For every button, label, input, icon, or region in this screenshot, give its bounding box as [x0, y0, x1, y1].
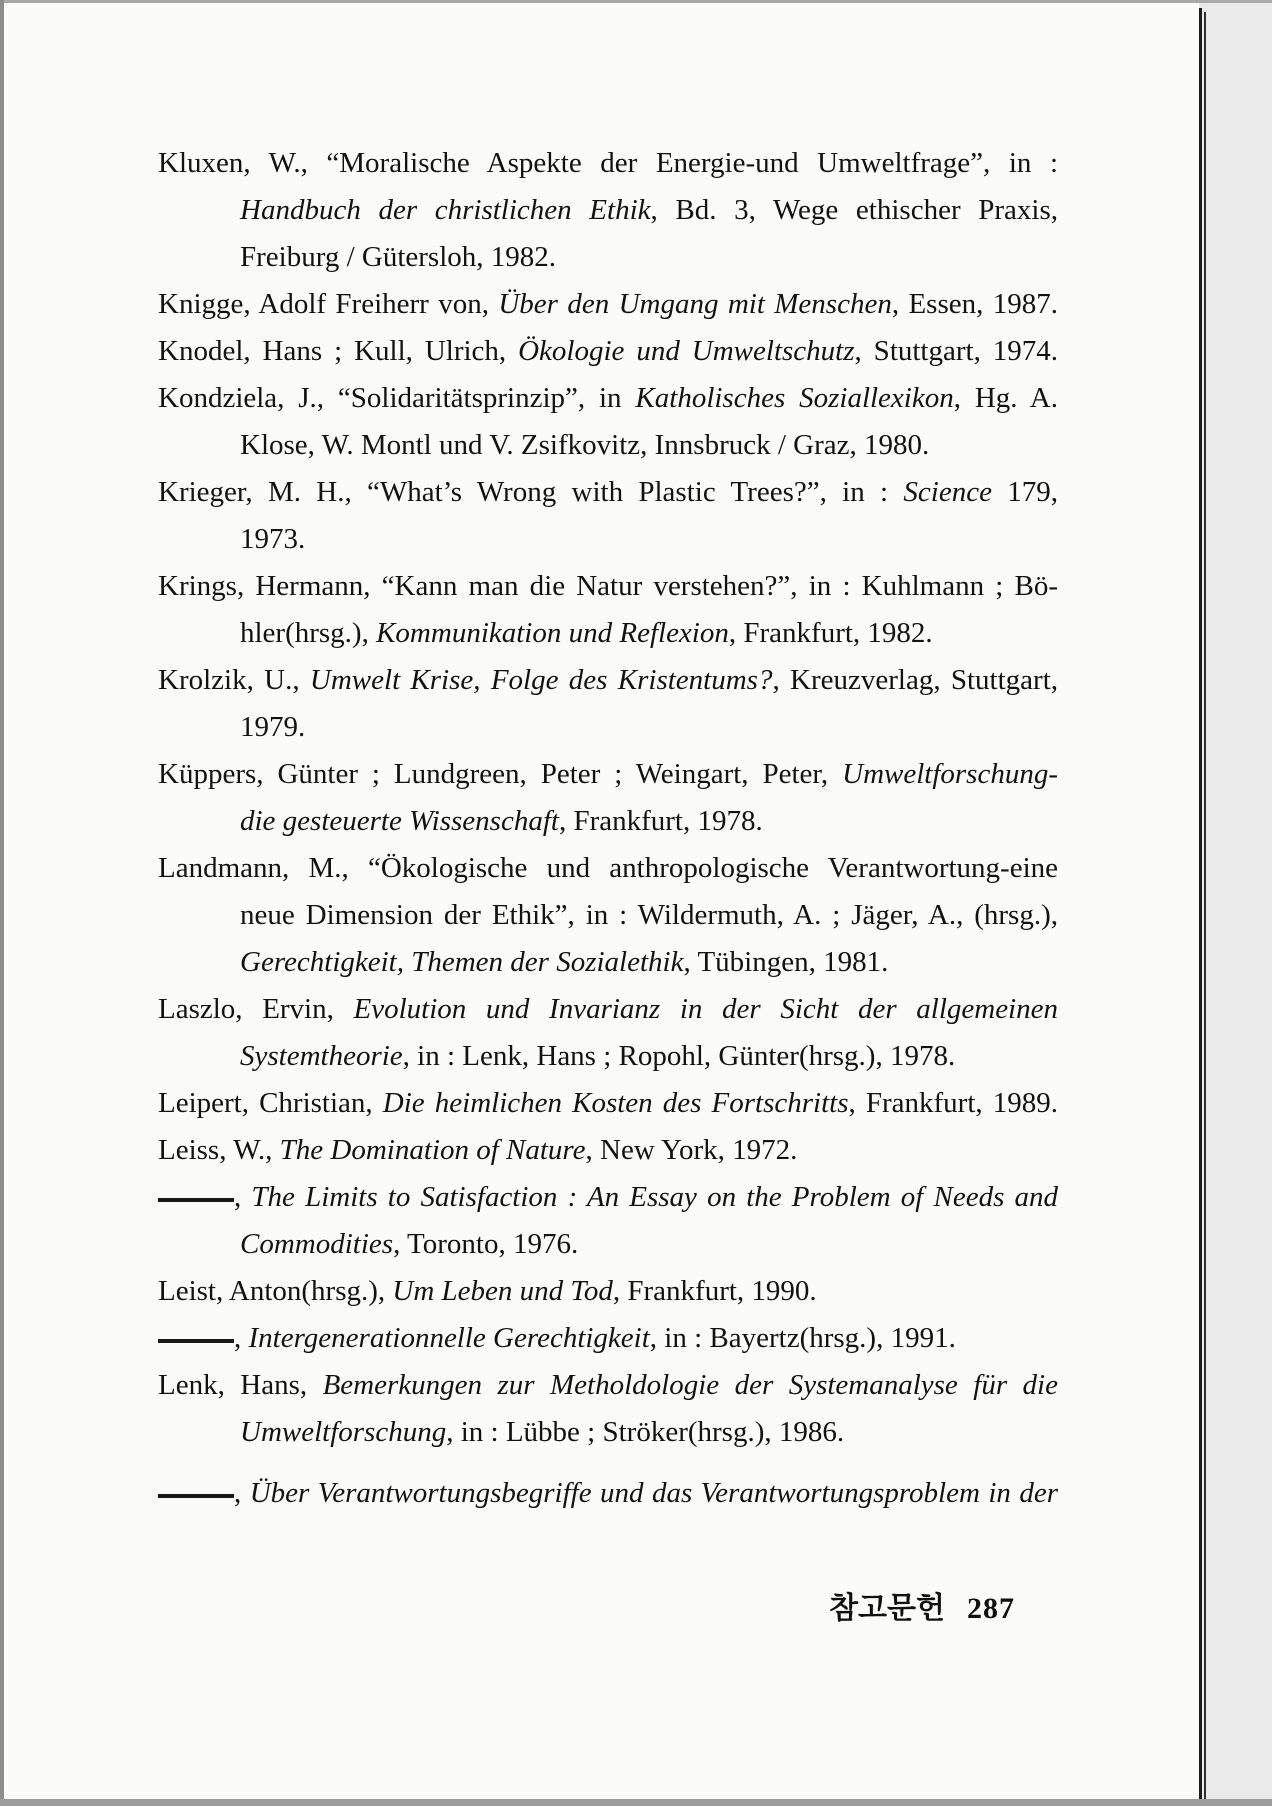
bibliography-entry	[158, 469, 1058, 563]
title-text: Bemerkungen zur Metholdologie der Systemanalyse für die	[322, 1369, 1058, 1401]
bibliography-entry	[158, 1470, 1058, 1517]
bibliography-line	[158, 563, 1058, 610]
reference-text: Küppers, Günter ; Lundgreen, Peter ; Weingart, Peter,	[158, 758, 843, 790]
bibliography-entry	[158, 845, 1058, 986]
bibliography-entry	[158, 281, 1058, 328]
reference-text: , Toronto, 1976.	[393, 1228, 579, 1260]
bibliography-list	[158, 140, 1058, 1517]
bibliography-entry	[158, 1315, 1058, 1362]
bibliography-line	[158, 187, 1058, 234]
reference-text: , in : Lenk, Hans ; Ropohl, Günter(hrsg.), 1978.	[402, 1040, 956, 1072]
bibliography-line	[158, 892, 1058, 939]
title-text: Systemtheorie	[240, 1040, 403, 1072]
bibliography-line	[158, 1033, 1058, 1080]
reference-text: ,	[234, 1181, 252, 1213]
reference-text: , in : Bayertz(hrsg.), 1991.	[649, 1322, 956, 1354]
same-author-dash	[158, 1339, 234, 1343]
page-edge-line	[1199, 8, 1202, 1799]
reference-text: , Hg. A.	[953, 382, 1058, 414]
reference-text: Lenk, Hans,	[158, 1369, 323, 1401]
reference-text: 179,	[991, 476, 1058, 508]
bibliography-entry	[158, 1080, 1058, 1127]
reference-text: 1979.	[240, 711, 306, 743]
scan-border-bottom	[0, 1799, 1272, 1806]
title-text: Evolution und Invarianz in der Sicht der allgemeinen	[353, 993, 1058, 1025]
reference-text: Kondziela, J., “Solidaritätsprinzip”, in	[158, 382, 636, 414]
title-text: Gerechtigkeit, Themen der Sozialethik	[240, 946, 684, 978]
title-text: Umweltforschung	[240, 1416, 447, 1448]
bibliography-line	[158, 1080, 1058, 1127]
title-text: Ökologie und Umweltschutz	[518, 335, 855, 367]
bibliography-entry	[158, 1127, 1058, 1174]
bibliography-line	[158, 516, 1058, 563]
bibliography-entry	[158, 328, 1058, 375]
bibliography-line	[158, 1268, 1058, 1315]
reference-text: , Frankfurt, 1990.	[612, 1275, 817, 1307]
title-text: Katholisches Soziallexikon	[635, 382, 954, 414]
same-author-dash	[158, 1494, 234, 1498]
title-text: Um Leben und Tod	[392, 1275, 613, 1307]
reference-text: ,	[234, 1322, 249, 1354]
bibliography-line	[158, 1174, 1058, 1221]
reference-text: neue Dimension der Ethik”, in : Wildermuth, A. ; Jäger, A., (hrsg.),	[240, 899, 1058, 931]
title-text: Science	[903, 476, 992, 508]
reference-text: , Essen, 1987.	[891, 288, 1058, 320]
bibliography-line	[158, 1221, 1058, 1268]
scan-border-top	[0, 0, 1272, 3]
title-text: The Limits to Satisfaction : An Essay on the Problem of Needs and	[251, 1181, 1058, 1213]
reference-text: Leist, Anton(hrsg.),	[158, 1275, 393, 1307]
reference-text: , New York, 1972.	[585, 1134, 798, 1166]
bibliography-line	[158, 1315, 1058, 1362]
bibliography-line	[158, 1362, 1058, 1409]
title-text: Umwelt Krise, Folge des Kristentums?	[309, 664, 773, 696]
bibliography-entry	[158, 563, 1058, 657]
bibliography-line	[158, 610, 1058, 657]
reference-text: Leipert, Christian,	[158, 1087, 383, 1119]
reference-text: , in : Lübbe ; Ströker(hrsg.), 1986.	[446, 1416, 845, 1448]
title-text: Intergenerationnelle Gerechtigkeit	[248, 1322, 650, 1354]
title-text: Über den Umgang mit Menschen	[498, 288, 892, 320]
reference-text: , Frankfurt, 1989.	[848, 1087, 1058, 1119]
bibliography-line	[158, 704, 1058, 751]
bibliography-entry	[158, 1362, 1058, 1456]
title-text: die gesteuerte Wissenschaft	[240, 805, 559, 837]
bibliography-line	[158, 939, 1058, 986]
title-text: Commodities	[240, 1228, 394, 1260]
bibliography-line	[158, 422, 1058, 469]
reference-text: , Kreuzverlag, Stuttgart,	[772, 664, 1058, 696]
bibliography-line	[158, 328, 1058, 375]
bibliography-entry	[158, 140, 1058, 281]
bibliography-line	[158, 1409, 1058, 1456]
bibliography-line	[158, 986, 1058, 1033]
reference-text: Laszlo, Ervin,	[158, 993, 354, 1025]
bibliography-line	[158, 375, 1058, 422]
title-text: Die heimlichen Kosten des Fortschritts	[382, 1087, 849, 1119]
page-footer	[829, 1583, 1015, 1627]
reference-text: , Bd. 3, Wege ethischer Praxis,	[650, 194, 1058, 226]
reference-text: Knigge, Adolf Freiherr von,	[158, 288, 499, 320]
bibliography-line	[158, 281, 1058, 328]
bibliography-entry	[158, 1174, 1058, 1268]
bibliography-line	[158, 751, 1058, 798]
reference-text: , Frankfurt, 1982.	[728, 617, 933, 649]
bibliography-entry	[158, 751, 1058, 845]
bibliography-line	[158, 1127, 1058, 1174]
bibliography-entry	[158, 986, 1058, 1080]
bibliography-line	[158, 140, 1058, 187]
reference-text: Klose, W. Montl und V. Zsifkovitz, Innsbruck / Graz, 1980.	[240, 429, 930, 461]
reference-text: Krieger, M. H., “What’s Wrong with Plastic Trees?”, in :	[158, 476, 904, 508]
reference-text: , Stuttgart, 1974.	[854, 335, 1058, 367]
bibliography-line	[158, 798, 1058, 845]
reference-text: Krings, Hermann, “Kann man die Natur verstehen?”, in : Kuhlmann ; Bö-	[158, 570, 1058, 602]
title-text: Umweltforschung-	[842, 758, 1058, 790]
reference-text: hler(hrsg.),	[240, 617, 377, 649]
bibliography-line	[158, 845, 1058, 892]
reference-text: Landmann, M., “Ökologische und anthropologische Verantwortung-eine	[158, 852, 1058, 884]
bibliography-line	[158, 1470, 1058, 1517]
bibliography-entry	[158, 1268, 1058, 1315]
page-number: 287	[967, 1592, 1015, 1625]
bibliography-entry	[158, 657, 1058, 751]
reference-text: Leiss, W.,	[158, 1134, 280, 1166]
bibliography-entry	[158, 375, 1058, 469]
reference-text: , Tübingen, 1981.	[683, 946, 889, 978]
reference-text: 1973.	[240, 523, 306, 555]
title-text: Kommunikation und Reflexion	[376, 617, 729, 649]
title-text: Über Verantwortungsbegriffe und das Verantwortungsproblem in der	[249, 1477, 1058, 1509]
reference-text: Knodel, Hans ; Kull, Ulrich,	[158, 335, 519, 367]
bibliography-line	[158, 234, 1058, 281]
page-edge-line	[1204, 12, 1206, 1799]
footer-section-label: 참고문헌	[829, 1592, 945, 1625]
reference-text: ,	[234, 1477, 250, 1509]
reference-text: Kluxen, W., “Moralische Aspekte der Energie-und Umweltfrage”, in :	[158, 147, 1058, 179]
reference-text: Krolzik, U.,	[158, 664, 310, 696]
bibliography-line	[158, 657, 1058, 704]
reference-text: , Frankfurt, 1978.	[558, 805, 763, 837]
title-text: Handbuch der christlichen Ethik	[240, 194, 651, 226]
reference-text: Freiburg / Gütersloh, 1982.	[240, 241, 557, 273]
scan-background-strip	[1207, 3, 1272, 1799]
title-text: The Domination of Nature	[279, 1134, 586, 1166]
scan-border-left	[0, 0, 4, 1806]
same-author-dash	[158, 1198, 234, 1202]
bibliography-line	[158, 469, 1058, 516]
